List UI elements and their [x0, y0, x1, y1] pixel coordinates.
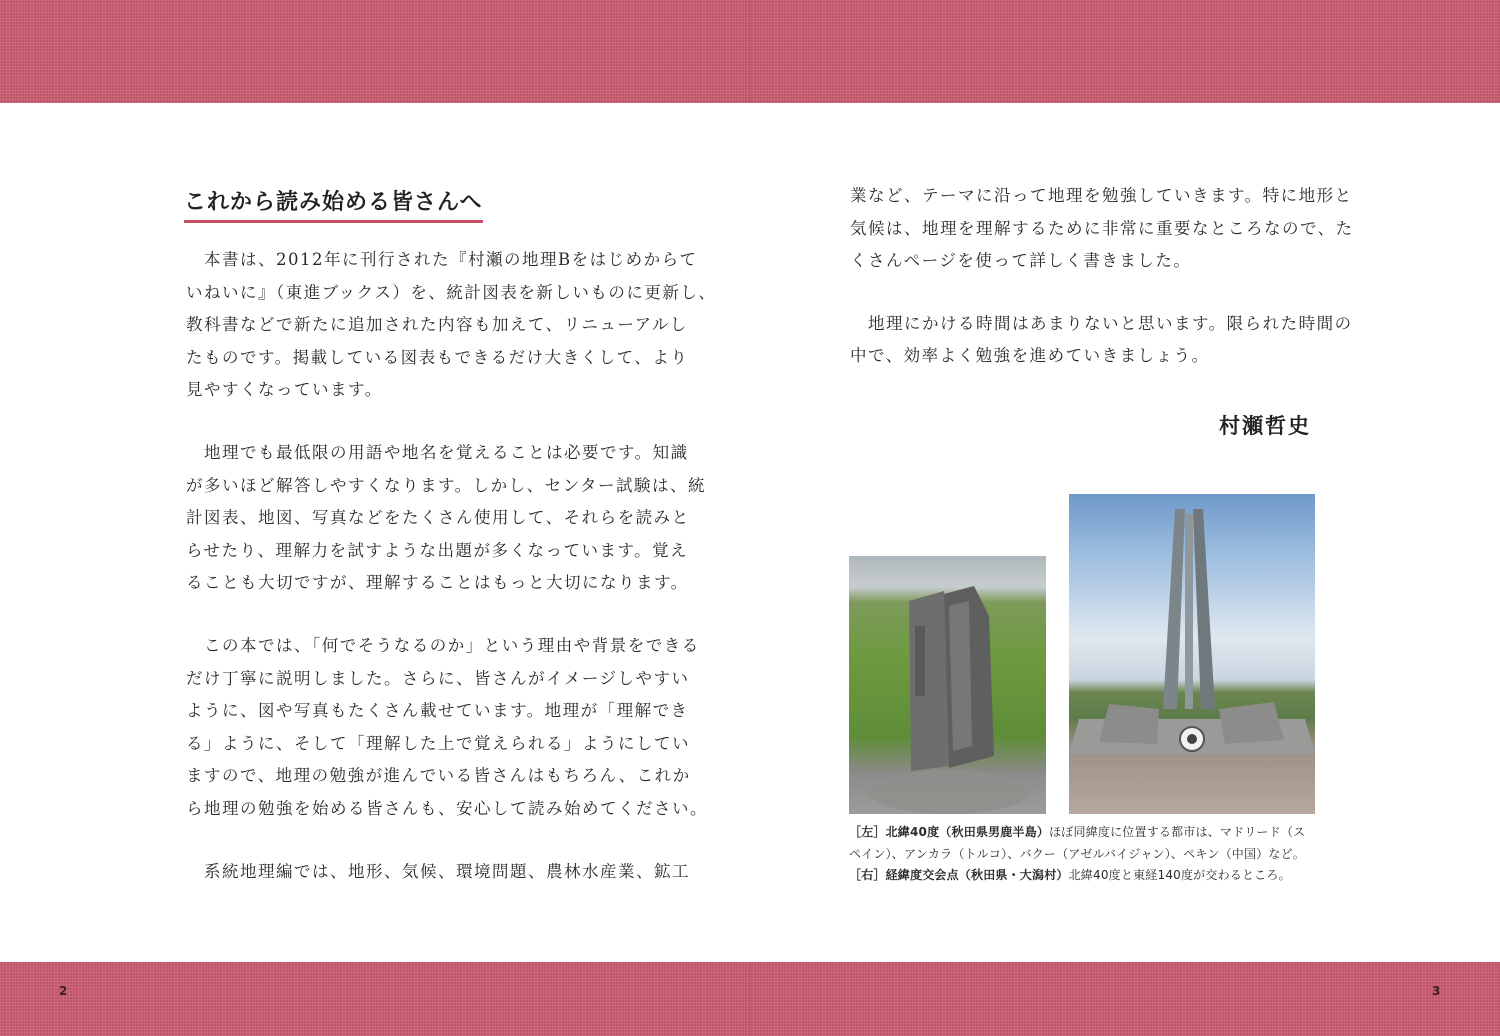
text-line: 系統地理編では、地形、気候、環境問題、農林水産業、鉱工 — [186, 861, 690, 881]
text-line: 地理にかける時間はあまりないと思います。限られた時間の — [850, 313, 1353, 333]
text-line: くさんページを使って詳しく書きました。 — [850, 251, 1192, 271]
text-line: る」ように、そして「理解した上で覚えられる」ようにしてい — [186, 733, 690, 753]
text-line: が多いほど解答しやすくなります。しかし、センター試験は、統 — [186, 475, 707, 495]
text-line: 計図表、地図、写真などをたくさん使用して、それらを読みと — [186, 508, 690, 528]
tower-monument-illustration — [1069, 494, 1315, 814]
photo-caption — [849, 822, 1329, 887]
right-column-text — [850, 180, 1354, 403]
text-line: ように、図や写真もたくさん載せています。地理が「理解でき — [186, 701, 689, 721]
text-line: 中で、効率よく勉強を進めていきましょう。 — [850, 346, 1210, 366]
text-line: ることも大切ですが、理解することはもっと大切になります。 — [186, 573, 689, 593]
caption-right-label: ［右］経緯度交会点（秋田県・大潟村） — [849, 868, 1069, 882]
paragraph — [850, 180, 1354, 278]
text-line: 見やすくなっています。 — [186, 380, 383, 400]
text-line: 気候は、地理を理解するために非常に重要なところなので、た — [850, 218, 1354, 238]
text-line: この本では、「何でそうなるのか」という理由や背景をできる — [186, 635, 700, 655]
caption-line: ペイン）、アンカラ（トルコ）、バクー（アゼルバイジャン）、ペキン（中国）など。 — [849, 846, 1306, 861]
paragraph — [186, 437, 707, 600]
left-column-text — [186, 244, 717, 918]
author-signature: 村瀬哲史 — [1219, 414, 1311, 438]
top-gutter — [749, 0, 751, 103]
page-number-left: 2 — [59, 984, 68, 998]
text-line: 地理でも最低限の用語や地名を覚えることは必要です。知識 — [186, 442, 689, 462]
caption-left-text: ほぼ同緯度に位置する都市は、マドリード（ス — [1049, 825, 1306, 839]
text-line: 教科書などで新たに追加された内容も加えて、リニューアルし — [186, 315, 688, 335]
text-line: 本書は、2012年に刊行された『村瀬の地理Bをはじめからて — [186, 250, 698, 269]
paragraph — [186, 244, 717, 407]
text-line: たものです。掲載している図表もできるだけ大きくして、より — [186, 347, 689, 367]
text-line: 業など、テーマに沿って地理を勉強していきます。特に地形と — [850, 186, 1353, 205]
text-line: いねいに』（東進ブックス）を、統計図表を新しいものに更新し、 — [186, 282, 717, 302]
bottom-gutter — [749, 962, 751, 1036]
monument-stone-photo — [849, 556, 1046, 814]
text-line: らせたり、理解力を試すような出題が多くなっています。覚え — [186, 540, 689, 560]
stone-monument-illustration — [849, 556, 1046, 814]
caption-line — [849, 822, 1329, 844]
caption-right-text: 北緯40度と東経140度が交わるところ。 — [1068, 868, 1291, 882]
text-line: だけ丁寧に説明しました。さらに、皆さんがイメージしやすい — [186, 668, 690, 688]
intersection-monument-photo — [1069, 494, 1315, 814]
text-line: ら地理の勉強を始める皆さんも、安心して読み始めてください。 — [186, 798, 708, 818]
caption-left-label: ［左］北緯40度（秋田県男鹿半島） — [849, 825, 1050, 839]
paragraph — [850, 308, 1353, 373]
paragraph — [186, 856, 690, 889]
paragraph — [186, 630, 708, 826]
text-line: ますので、地理の勉強が進んでいる皆さんはもちろん、これか — [186, 766, 691, 786]
caption-line — [849, 865, 1329, 887]
page-heading: これから読み始める皆さんへ — [184, 185, 483, 223]
page-number-right: 3 — [1432, 984, 1441, 998]
